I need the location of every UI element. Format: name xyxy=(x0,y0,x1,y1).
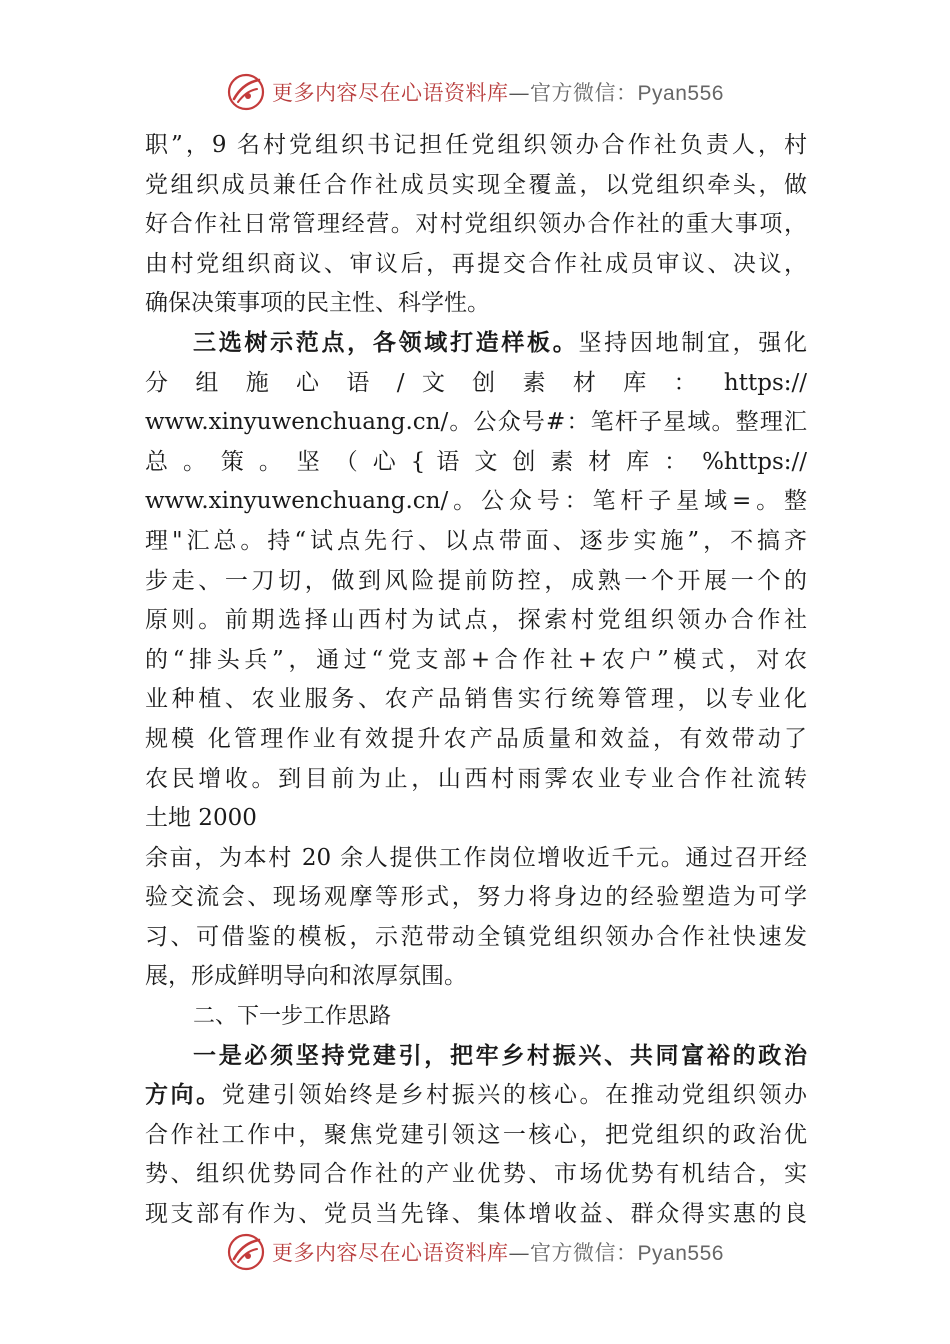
footer-watermark xyxy=(0,1230,950,1274)
text-line: 势、组织优势同合作社的产业优势、市场优势有机结合，实 xyxy=(145,1161,807,1188)
text-line: 确保决策事项的民主性、科学性。 xyxy=(145,290,490,317)
banner-wechat-label: 官方微信： xyxy=(530,1241,638,1265)
footer-watermark-text xyxy=(272,1237,724,1267)
text-line: 职”，9 名村党组织书记担任党组织领办合作社负责人，村 xyxy=(145,132,807,158)
text-line: 验交流会、现场观摩等形式，努力将身边的经验塑造为可学 xyxy=(145,884,807,911)
banner-main: 更多内容尽在心语资料库 xyxy=(272,81,509,105)
banner-wechat-label: 官方微信： xyxy=(530,81,638,105)
section-heading-bold: 三选树示范点，各领域打造样板。 xyxy=(193,329,579,356)
text-line: 原则。前期选择山西村为试点，探索村党组织领办合作社 xyxy=(145,607,807,634)
brand-logo-icon xyxy=(226,72,266,112)
text-line: 习、可借鉴的模板，示范带动全镇党组织领办合作社快速发 xyxy=(145,923,807,950)
text-line xyxy=(145,1076,807,1116)
banner-sep: — xyxy=(508,81,531,105)
text-line: 党组织成员兼任合作社成员实现全覆盖，以党组织牵头，做 xyxy=(145,171,807,198)
text-line: 合作社工作中，聚焦党建引领这一核心，把党组织的政治优 xyxy=(145,1121,807,1148)
banner-main: 更多内容尽在心语资料库 xyxy=(272,1241,509,1265)
text-line: 的“排头兵”，通过“党支部+合作社+农户”模式，对农 xyxy=(145,646,807,673)
text-line: www.xinyuwenchuang.cn/。公众号：笔杆子星域=。整 xyxy=(145,488,807,515)
text-line: 由村党组织商议、审议后，再提交合作社成员审议、决议， xyxy=(145,250,807,277)
text-line: 业种植、农业服务、农产品销售实行统筹管理，以专业化 xyxy=(145,686,807,713)
text-run: 坚持因地制宜，强化 xyxy=(578,329,808,356)
header-watermark-text xyxy=(272,77,724,107)
section-heading-line: 一是必须坚持党建引，把牢乡村振兴、共同富裕的政治 xyxy=(193,1042,807,1069)
text-run: 党建引领始终是乡村振兴的核心。在推动党组织领办 xyxy=(221,1082,808,1109)
section-heading-line xyxy=(145,324,807,364)
text-line: 土地 2000 xyxy=(145,805,257,832)
text-line: 好合作社日常管理经营。对村党组织领办合作社的重大事项， xyxy=(145,211,807,238)
text-line: 理"汇总。持“试点先行、以点带面、逐步实施”，不搞齐 xyxy=(145,527,807,554)
text-line: 分 组 施 心 语 / 文 创 素 材 库 ： https:// xyxy=(145,369,807,396)
text-line: 余亩，为本村 20 余人提供工作岗位增收近千元。通过召开经 xyxy=(145,844,807,871)
banner-wechat-id: Pyan556 xyxy=(637,1242,724,1265)
banner-sep: — xyxy=(508,1241,531,1265)
text-line: 农民增收。到目前为止，山西村雨霁农业专业合作社流转 xyxy=(145,765,807,792)
text-line: 步走、一刀切，做到风险提前防控，成熟一个开展一个的 xyxy=(145,567,807,594)
text-line: 展，形成鲜明导向和浓厚氛围。 xyxy=(145,963,467,990)
banner-wechat-id: Pyan556 xyxy=(637,82,724,105)
subsection-title: 二、下一步工作思路 xyxy=(193,1004,392,1030)
section-heading-bold: 方向。 xyxy=(145,1082,222,1109)
document-body xyxy=(145,126,807,1235)
text-line: 现支部有作为、党员当先锋、集体增收益、群众得实惠的良 xyxy=(145,1201,807,1228)
text-line: 总 。 策 。 坚 （ 心 { 语 文 创 素 材 库 ： %https:// xyxy=(145,448,807,475)
text-line: 规模 化管理作业有效提升农产品质量和效益，有效带动了 xyxy=(145,725,807,752)
header-watermark xyxy=(0,70,950,114)
brand-logo-icon xyxy=(226,1232,266,1272)
text-line: www.xinyuwenchuang.cn/。公众号#：笔杆子星域。整理汇 xyxy=(145,409,807,436)
